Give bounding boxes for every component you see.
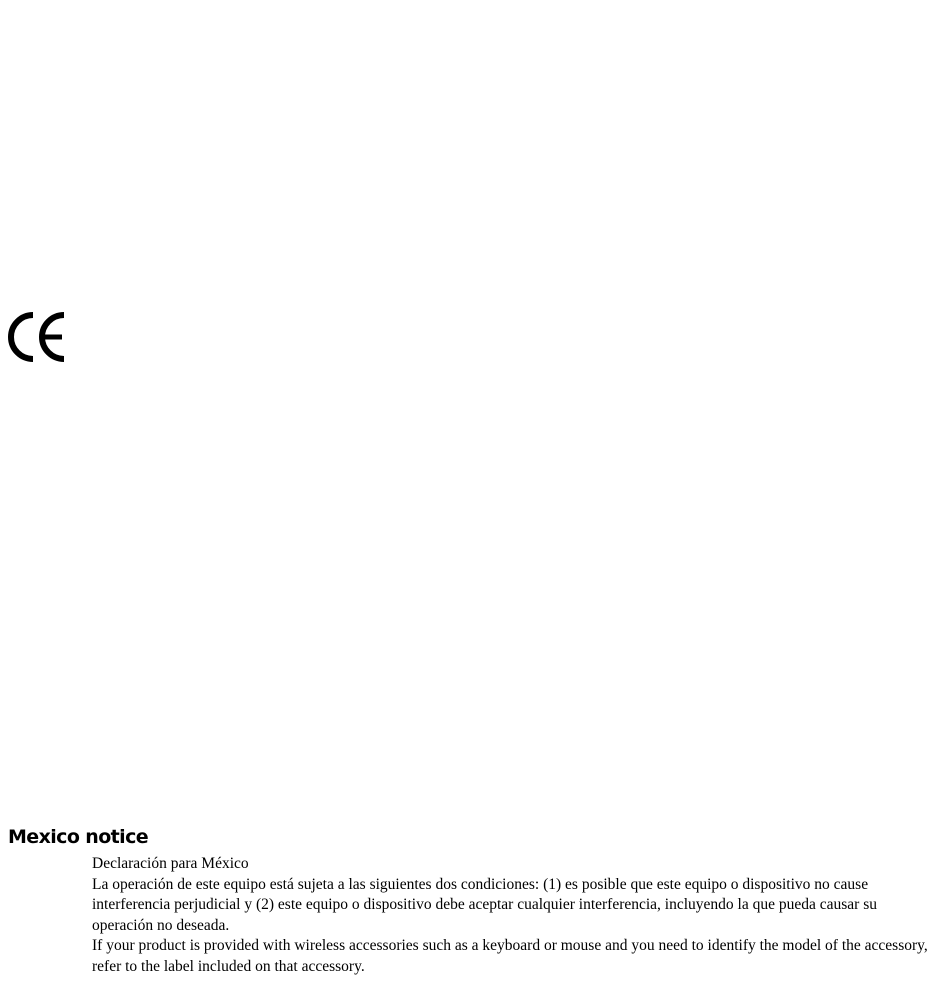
mexico-notice-paragraph-english: If your product is provided with wireless accessories such as a keyboard or mouse and you need to identify the model of the accessory, refer to the label included on that accessory. bbox=[92, 937, 928, 975]
mexico-notice-body bbox=[92, 854, 932, 978]
mexico-notice-heading: Mexico notice bbox=[8, 826, 149, 848]
mexico-notice-subtitle: Declaración para México bbox=[92, 855, 249, 872]
ce-mark-icon bbox=[8, 309, 68, 365]
mexico-notice-paragraph-spanish: La operación de este equipo está sujeta a las siguientes dos condiciones: (1) es posible que este equipo o dispositivo no cause interferencia perjudicial y (2) este equipo o dispositivo debe aceptar cualquier interferencia, incluyendo la que pueda causar su operación no deseada. bbox=[92, 875, 877, 934]
